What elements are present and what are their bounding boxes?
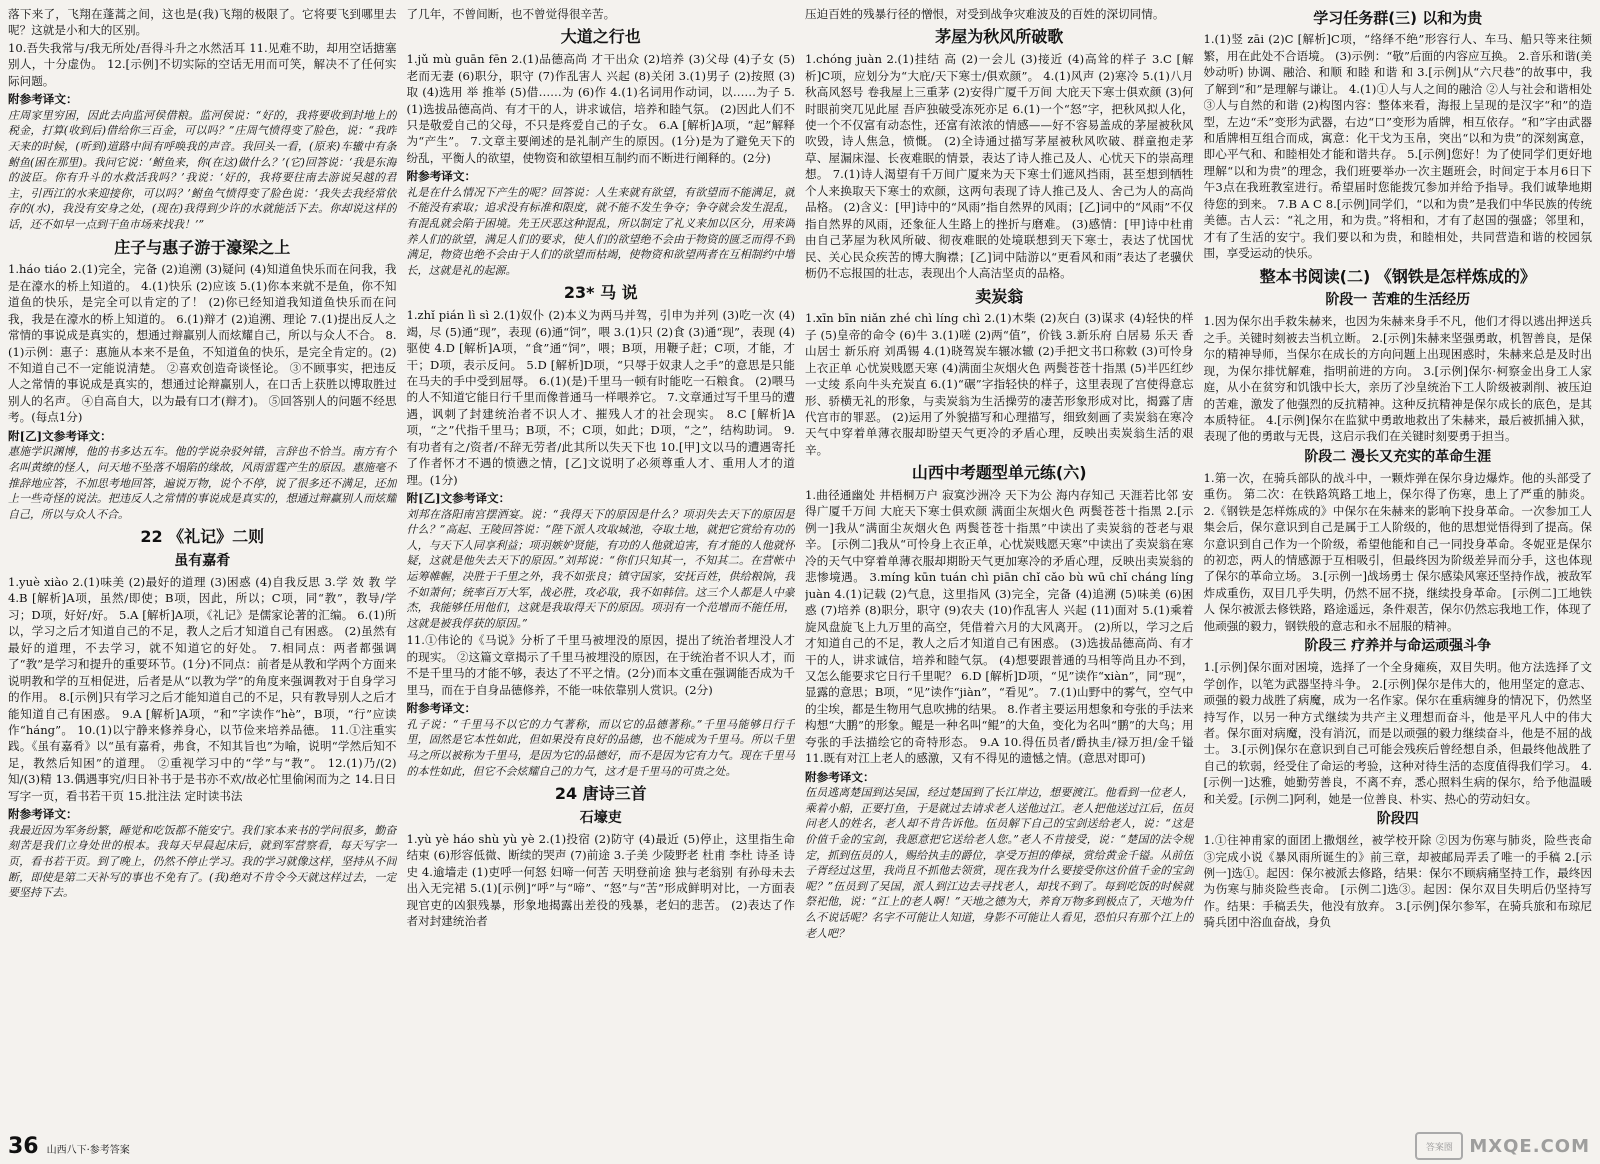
- answer-paragraph: 1.xīn bīn niǎn zhé chì líng chì 2.(1)木柴 (2)灰白 (3)谋求 (4)轻快的样子 (5)皇帝的命令 (6)牛 3.(1)嗟 (2)两“值”，价钱 3.新乐府 白居易 乐天 香山居士 新乐府 刘禹锡 4.(1)晓驾炭车辗冰辙 (2)手把文书口称敕 (3)可怜身上衣正单 心忧炭贱愿天寒 (4)满面尘灰烟火色 两鬓苍苍十指黑 (5)半匹红纱一丈绫 系向牛头充炭直 6.(1)“碾”字指轻快的样子，这里表现了宫使得意忘形、骄横无礼的形象，与卖炭翁为生活操劳的凄苦形象形成对比，揭露了唐代宫市的罪恶。 (2)运用了外貌描写和心理描写，细致刻画了卖炭翁在寒冷天气中穿着单薄衣服却盼望天气更冷的矛盾心理，反映出卖炭翁生活的艰辛。: [805, 311, 1194, 457]
- section-title: 庄子与惠子游于濠梁之上: [114, 237, 291, 257]
- reference-translation: 礼是在什么情况下产生的呢？回答说：人生来就有欲望，有欲望而不能满足，就不能没有索取；追求没有标准和限度，就不能不发生争夺；争夺就会发生混乱，有混乱就会陷于困境。先王厌恶这种混乱，所以制定了礼义来加以区分，用来调养人们的欲望，满足人们的要求，使人们的欲望绝不会由于物资的匮乏而得不到满足，物资也绝不会由于人们的欲望而枯竭，使物资和欲望两者在互相制约中增长，这就是礼的起源。: [406, 185, 795, 277]
- column-3: [805, 6, 1194, 1134]
- column-1: [8, 6, 397, 1134]
- reference-translation: 刘邦在洛阳南宫摆酒宴。说：“我得天下的原因是什么？项羽失去天下的原因是什么？”高起、王陵回答说：“陛下派人攻取城池，夺取土地，就把它赏给有功的人，与天下人同享利益；项羽嫉妒贤能，有功的人他就迫害，有才能的人他就怀疑，这就是他失去天下的原因。”刘邦说：“你们只知其一，不知其二。在营帐中运筹帷幄，决胜于千里之外，我不如张良；镇守国家，安抚百姓，供给粮饷，我不如萧何；统率百万大军，战必胜，攻必取，我不如韩信。这三个人都是人中豪杰，我能够任用他们，这就是我取得天下的原因。项羽有一个范增而不能任用，这就是被我俘获的原因。”: [406, 507, 795, 630]
- section-title: 山西中考题型单元练(六): [911, 463, 1087, 483]
- answer-paragraph: 1.chóng juàn 2.(1)挂结 高 (2)一会儿 (3)接近 (4)高耸的样子 3.C [解析]C项，应划分为“大庇/天下寒士/俱欢颜”。 4.(1)风声 (2)寒冷 5.(1)八月秋高风怒号 卷我屋上三重茅 (2)安得广厦千万间 大庇天下寒士俱欢颜 (3)何时眼前突兀见此屋 吾庐独破受冻死亦足 6.(1)一个“怒”字，把秋风拟人化，使一个不仅富有动态性，还富有浓浓的情感——好不容易盖成的茅屋被秋风吹毁，诗人焦急，愤慨。 (2)全诗通过描写茅屋被秋风吹破、群童抱走茅草、屋漏床湿、长夜难眠的情景，表达了诗人推己及人、心忧天下的崇高理想。 7.(1)诗人渴望有千万间广厦来为天下寒士们遮风挡雨，甚至想到牺牲个人来换取天下寒士的欢颜，这两句表现了诗人推己及人、舍己为人的高尚品格。 (2)含义：[甲]诗中的“风雨”指自然界的风雨；[乙]词中的“风雨”不仅指自然界的风雨，还象征人生路上的挫折与磨难。 (3)感情：[甲]诗中杜甫由自己茅屋为秋风所破、彻夜难眠的处境联想到天下寒士，表达了忧国忧民、关心民众疾苦的博大胸襟；[乙]词中陆游以“更看风和雨”表达了老骥伏枥仍不忘报国的壮志，表现出个人高洁坚贞的品格。: [805, 52, 1194, 281]
- section-subtitle: 阶段四: [1376, 811, 1419, 828]
- section-title: 24 唐诗三首: [554, 784, 647, 804]
- answer-paragraph: 压迫百姓的残暴行径的憎恨，对受到战争灾难波及的百姓的深切同情。: [805, 7, 1165, 21]
- section-title: 23* 马 说: [563, 283, 638, 303]
- answer-paragraph: 11.①伟论的《马说》分析了千里马被埋没的原因，提出了统治者埋没人才的现实。 ②这篇文章揭示了千里马被埋没的原因，在于统治者不识人才，而不是千里马的才能不够，表达了不平之情。(2分)而本文重在强调能否成为千里马，而在于自身品德修养，不能一味依靠别人赏识。(2分): [406, 633, 795, 697]
- page-footer: [8, 1136, 130, 1158]
- answer-paragraph: 1.yuè xiào 2.(1)味美 (2)最好的道理 (3)困惑 (4)自我反思 3.学 效 教 学 4.B [解析]A项，虽然/即使；B项，因此，所以；C项，同“教”，教导/学习；D项，好好/好。 5.A [解析]A项，《礼记》是儒家论著的汇编。 6.(1)所以，学习之后才知道自己的不足，教人之后才知道自己有困惑。 (2)虽然有最好的道理，不去学习，就不知道它的好处。 7.相同点：两者都强调了“教”是学习和提升的重要环节。(1分)不同点：前者是从教和学两个方面来说明教和学的互相促进，后者是从“以教为学”的角度来强调教对于自身学习的作用。 8.[示例]只有学习之后才能知道自己的不足，只有教导别人之后才能知道自己有困惑。 9.A [解析]A项，“和”字读作“hè”，B项，“行”应读作“háng”。 10.(1)以宁静来修养身心，以节俭来培养品德。 11.①注重实践。《虽有嘉肴》以“虽有嘉肴，弗食，不知其旨也”为喻，说明“学然后知不足，教然后知困”的道理。 ②重视学习中的“学”与“教”。 12.(1)乃/(2)知/(3)精 13.偶遇事究/归日补书于是书亦不欢/故必忙里偷闲而为之 14.日日写字一页，看书若干页 15.批注法 定时读书法: [8, 574, 397, 803]
- answer-paragraph: 落下来了，飞翔在蓬蒿之间，这也是(我)飞翔的极限了。它将要飞到哪里去呢？这就是小和大的区别。: [8, 7, 397, 38]
- watermark: [1415, 1132, 1590, 1160]
- section-subtitle: 阶段三 疗养并与命运顽强斗争: [1304, 638, 1492, 655]
- answer-paragraph: 1.第一次，在骑兵部队的战斗中，一颗炸弹在保尔身边爆炸。他的头部受了重伤。 第二次：在铁路筑路工地上，保尔得了伤寒，患上了严重的肺炎。 2.《钢铁是怎样炼成的》中保尔在朱赫来的影响下投身革命。一次参加工人集会后，保尔意识到自己是属于工人阶级的，他的思想觉悟得到了提高。保尔意识到自己作为一个阶级，希望他能和自己一同投身革命。冬妮亚是保尔的初恋，两人的情感源于互相吸引，但最终因为阶级差异而分手，这也体现了保尔的革命立场。 3.[示例一]战场勇士 保尔感染风寒还坚持作战，被敌军炸成重伤，双目几乎失明，仍然不屈不挠，继续投身革命。 [示例二]工地铁人 保尔被派去修铁路，路途遥远，条件艰苦，保尔仍然忘我地工作，体现了他顽强的毅力，钢铁般的意志和永不屈服的精神。: [1203, 470, 1592, 633]
- task-group-title: 学习任务群(三) 以和为贵: [1313, 9, 1483, 27]
- section-subtitle: 石壕吏: [579, 809, 622, 826]
- answer-paragraph: 1.①往神甫家的面团上撒烟丝，被学校开除 ②因为伤寒与肺炎，险些丧命 ③完成小说《暴风雨所诞生的》前三章，却被邮局弄丢了唯一的手稿 2.[示例一]选①。起因：保尔被派去修路，结果：保尔不顾病痛坚持工作，最终因为伤寒与肺炎险些丧命。 [示例二]选③。起因：保尔双目失明后仍坚持写作。结果：手稿丢失，他没有放弃。 3.[示例]保尔参军，在骑兵旅和布琼尼骑兵团中浴血奋战，身负: [1203, 833, 1592, 930]
- answer-paragraph: 1.jǔ mù guān fēn 2.(1)品德高尚 才干出众 (2)培养 (3)父母 (4)子女 (5)老而无妻 (6)职分，职守 (7)作乱害人 兴起 (8)关闭 3.(1)男子 (2)按照 (3)取 (4)选用 举 推举 (5)借……为 (6)作 4.(1)名词用作动词，以……为子 5.(1)选拔品德高尚、有才干的人，讲求诚信，培养和睦气氛。 (2)因此人们不只是敬爱自己的父母，不只是疼爱自己的子女。 6.A [解析]A项，“起”解释为“产生”。 7.文章主要阐述的是礼制产生的原因。(1分)是为了避免天下的纷乱，平衡人的欲望，使物资和欲望相互制约而不断进行阐释的。(2分): [406, 52, 795, 165]
- reference-label: 附参考译文：: [8, 807, 78, 822]
- answer-paragraph: 1.háo tiáo 2.(1)完全，完备 (2)追溯 (3)疑问 (4)知道鱼快乐而在问我，我是在濠水的桥上知道的。 4.(1)快乐 (2)应该 5.(1)你本来就不是鱼，你不知道鱼的快乐，是完全可以肯定的了！ (2)你已经知道我知道鱼快乐而在问我，我是在濠水的桥上知道的。 6.(1)辩才 (2)追溯、理论 7.(1)提出反人之常情的事说成是真实的，想通过辩赢别人而炫耀自己，所以与众人不合。 8.(1)示例：惠子：惠施从本来不是鱼，不知道鱼的快乐，是完全肯定的。(2)不知道自己不一定能说清楚。 ②喜欢创造奇谈怪论。 ③不顾事实，把违反人之常情的事说成是真实的，想通过论辩赢别人，在口舌上获胜以博取胜过别人的名声。 ④自高自大，以为最有口才(辩才)。 ⑤回答别人的问题不经思考。(每点1分): [8, 262, 397, 425]
- watermark-badge: 答案圈: [1415, 1132, 1463, 1160]
- reference-translation: 孔子说：“千里马不以它的力气著称，而以它的品德著称。”千里马能够日行千里，固然是它本性如此，但如果没有良好的品德，也不能成为千里马。所以千里马之所以被称为千里马，是因为它的品德好，而不是因为它有力气。现在千里马的本性如此，但它不会炫耀自己的力气，这才是千里马的可贵之处。: [406, 717, 795, 778]
- section-title: 22 《礼记》二则: [140, 527, 265, 547]
- section-title: 卖炭翁: [975, 286, 1024, 306]
- section-title: 整本书阅读(二) 《钢铁是怎样炼成的》: [1259, 266, 1536, 286]
- reference-label: 附参考译文：: [8, 92, 78, 107]
- watermark-text: MXQE.COM: [1469, 1135, 1590, 1157]
- reference-translation: 惠施学识渊博，他的书多达五车。他的学说杂驳舛错，言辞也不恰当。南方有个名叫黄缭的怪人，问天地不坠落不塌陷的缘故，风雨雷霆产生的原因。惠施毫不推辞地应答，不加思考地回答，遍说万物，说个不停，说了很多还不满足，还加上一些奇怪的说法。把违反人之常情的事说成是真实的，想通过辩赢别人而炫耀自己，所以与众人不合。: [8, 445, 397, 521]
- section-title: 大道之行也: [560, 27, 641, 47]
- answer-paragraph: 1.yù yè háo shù yù yè 2.(1)投宿 (2)防守 (4)最近 (5)停止，这里指生命结束 (6)形容低微、断续的哭声 (7)前途 3.子美 少陵野老 杜甫 李杜 诗圣 诗史 4.逾墙走 (1)吏呼一何怒 妇啼一何苦 天明登前途 独与老翁别 有孙母未去 出入无完裙 5.(1)[示例]“呼”与“啼”、“怒”与“苦”形成鲜明对比，一方面表现官吏的凶狠残暴，形象地揭露出差役的残暴，老妇的悲苦。 (2)表达了作者对封建统治者: [406, 831, 795, 929]
- section-subtitle: 阶段二 漫长又充实的革命生涯: [1304, 448, 1492, 465]
- text-columns: [8, 6, 1592, 1134]
- page-number: 36: [8, 1134, 39, 1159]
- section-title: 茅屋为秋风所破歌: [935, 27, 1064, 47]
- reference-label: 附[乙]文参考译文：: [406, 491, 511, 506]
- answer-paragraph: 1.zhǐ pián lì sì 2.(1)奴仆 (2)本义为两马并驾，引申为并列 (3)吃一次 (4)竭，尽 (5)通“现”，表现 (6)通“饲”，喂 3.(1)只 (2)食 (3)通“现”，表现 (4)驱使 4.D [解析]A项，“食”通“饲”，喂；B项，用鞭子赶；C项，才能，才干；D项，表示反问。 5.D [解析]D项，“只辱于奴隶人之手”的意思是只能在马夫的手中受到屈辱。 6.(1)(是)千里马一顿有时能吃一石粮食。 (2)喂马的人不知道它能日行千里而像普通马一样喂养它。 7.文章通过写千里马的遭遇，讽刺了封建统治者不识人才、摧残人才的社会现实。 8.C [解析]A项，“之”代指千里马；B项，不；C项，如此；D项，“之”，结构助词。 9.有功者有之/资者/不辞无劳者/此其所以失天下也 10.[甲]文以马的遭遇寄托了作者怀才不遇的愤懑之情，[乙]文说明了必须尊重人才、重用人才的道理。(1分): [406, 308, 795, 487]
- answer-paragraph: 1.因为保尔出手救朱赫来，也因为朱赫来身手不凡，他们才得以逃出押送兵之手。关键时刻被去当机立断。 2.[示例]朱赫来坚强勇敢，机智善良，是保尔的精神导师，当保尔在成长的方向问题上出现困惑时，朱赫来总是及时出现，为保尔排忧解难，指明前进的方向。 3.[示例]保尔·柯察金出身工人家庭，从小在贫穷和饥饿中长大，亲历了沙皇统治下工人阶级被剥削、被压迫的苦难，激发了他强烈的反抗精神。这种反抗精神是保尔成长的底色，是其本质特征。 4.[示例]保尔在监狱中勇敢地救出了朱赫来，最后被抓捕入狱，表现了他的勇敢与无畏，这启示我们在关键时刻要勇于担当。: [1203, 314, 1592, 444]
- section-subtitle: 虽有嘉肴: [174, 553, 231, 570]
- column-2: [407, 6, 796, 1134]
- answer-paragraph: 1.曲径通幽处 井梧桐万户 寂寞沙洲冷 天下为公 海内存知己 天涯若比邻 安得广厦千万间 大庇天下寒士俱欢颜 满面尘灰烟火色 两鬓苍苍十指黑 2.[示例一]我从“满面尘灰烟火色 两鬓苍苍十指黑”中读出了卖炭翁的苍老与艰辛。 [示例二]我从“可怜身上衣正单，心忧炭贱愿天寒”中读出了卖炭翁在寒冷的天气中穿着单薄衣服却期盼天气更加寒冷的矛盾心理，反映出卖炭翁的悲惨境遇。 3.míng kūn tuán chì piān chǐ cǎo bù wū chǐ cháng líng juàn 4.(1)记载 (2)气息，这里指风 (3)完全，完备 (4)追溯 (5)味美 (6)困惑 (7)培养 (8)职分，职守 (9)农夫 (10)作乱害人 兴起 (11)面对 5.(1)乘着旋风盘旋飞上九万里的高空，凭借着六月的大风离开。 (2)所以，学习之后才知道自己的不足，教人之后才知道自己有困惑。 (3)选拔品德高尚、有才干的人，讲求诚信，培养和睦气氛。 (4)想要跟普通的马相等尚且办不到，又怎么能要求它日行千里呢？ 6.D [解析]D项，“见”读作“xiàn”，同“现”，显露的意思；B项，“见”读作“jiàn”，“看见”。 7.(1)山野中的雾气，空气中的尘埃，都是生物用气息吹拂的结果。 8.作者主要运用想象和夸张的手法来构想“大鹏”的形象。鲲是一种名叫“鲲”的大鱼，变化为名叫“鹏”的大鸟；用夸张的手法描绘它的奇特形态。 9.A 10.得伍员者/爵执圭/禄万担/金千镒 11.既有对江上老人的感激，又有不得见的遗憾之情。(意思对即可): [805, 488, 1194, 766]
- reference-label: 附[乙]文参考译文：: [8, 428, 112, 443]
- answer-paragraph: 10.吾失我常与/我无所处/吾得斗升之水然活耳 11.见难不助，却用空话搪塞别人，十分虚伪。 12.[示例]不切实际的空话无用而可笑，解决不了任何实际问题。: [8, 40, 397, 88]
- reference-translation: 我最近因为军务纷繁，睡觉和吃饭都不能安宁。我们家本来书的学问很多，勤奋刻苦是我们立身处世的根本。我每天早晨起床后，就到军营察看，每天写字一页，看书若干页。到了晚上，仍然不停止学习。我的学习就像这样，坚持从不间断，即使是第二天补写的事也不免有了。(我)绝对不肯令今天就这样过去，一定要坚持下去。: [8, 823, 397, 900]
- answer-paragraph: 了几年，不曾间断，也不曾觉得很辛苦。: [406, 7, 616, 21]
- answer-paragraph: 1.[示例]保尔面对困境，选择了一个全身瘫痪，双目失明。他方法选择了文学创作，以笔为武器坚持斗争。 2.[示例]保尔是伟大的，他用坚定的意志、顽强的毅力战胜了病魔，成为一名作家。保尔在重病缠身的情况下，仍然坚持写作，以另一种方式继续为共产主义理想而奋斗，他是平凡人中的伟大者。保尔面对病魔，没有消沉，而是以顽强的毅力继续奋斗，他是不屈的战士。 3.[示例]保尔在意识到自己可能会残疾后曾经想自杀，但最终他战胜了自己的软弱，经受住了命运的考验，这种对待生活的态度值得我们学习。 4.[示例一]达雅，她勤劳善良，不离不弃，悉心照料生病的保尔，给予他温暖和关爱。[示例二]阿利，她是一位善良、朴实、热心的劳动妇女。: [1203, 660, 1592, 806]
- reference-label: 附参考译文：: [805, 769, 875, 784]
- reference-translation: 伍员逃离楚国到达吴国，经过楚国到了长江岸边，想要渡江。他看到一位老人，乘着小船，正要打鱼，于是就过去请求老人送他过江。老人把他送过江后，伍员问老人的姓名，老人却不肯告诉他。伍员解下自己的宝剑送给老人，说：“这是价值千金的宝剑，我愿意把它送给老人您。”老人不肯接受，说：“楚国的法令规定，抓到伍员的人，赐给执圭的爵位，享受万担的俸禄，赏给黄金千镒。从前伍子胥经过这里，我尚且不抓他去领赏，现在我为什么要接受你这价值千金的宝剑呢？”伍员到了吴国，派人到江边去寻找老人，却找不到了。每到吃饭的时候就祭祀他，说：“江上的老人啊！”天地之德为大，养育万物多到极点了，天地为什么不说话呢？名字不可能让人知道，身影不可能让人看见，恐怕只有那个江上的老人吧？: [805, 786, 1194, 940]
- reference-translation: 庄周家里穷困，因此去向监河侯借粮。监河侯说：“好的，我将要收到封地上的税金，打算(收到后)借给你三百金，可以吗？”庄周气愤得变了脸色，说：“我昨天来的时候，(听到)道路中间有呼唤我的声音。我回头一看，(原来)车辙中有条鲋鱼(困在那里)。我问它说：‘鲋鱼来，你(在这)做什么？’(它)回答说：‘我是东海的波臣。你有升斗的水救活我吗？’我说：‘好的，我将要往南去游说吴越的君主，引西江的水来迎接你，可以吗？’鲋鱼气愤得变了脸色说：‘我失去我经常依存的(水)，我没有安身之处，(现在)我得到少许的水就能活下去。你却说这样的话，还不如早一点到干鱼市场来找我！’”: [8, 108, 397, 231]
- footer-label: 山西八下·参考答案: [46, 1145, 130, 1156]
- reference-label: 附参考译文：: [406, 169, 477, 184]
- section-subtitle: 阶段一 苦难的生活经历: [1325, 292, 1471, 309]
- column-4: [1204, 6, 1593, 1134]
- reference-label: 附参考译文：: [406, 701, 477, 716]
- answer-paragraph: 1.(1)竖 zāi (2)C [解析]C项，“络绎不绝”形容行人、车马、船只等来往频繁，用在此处不合语境。 (3)示例：“敬”后面的内容应互换。 2.音乐和谐(美妙动听) 协调、融洽、和顺 和睦 和谐 和 3.[示例]从“六尺巷”的故事中，我了解到“和”是理解与谦让。 4.(1)①人与人之间的融洽 ②人与社会和谐相处 ③人与自然的和谐 (2)构图内容：整体来看，海报上呈现的是汉字“和”的造型，左边“禾”变形为武器，右边“口”变形为盾牌，相互依存。“和”字由武器和盾牌相互组合而成，寓意：化干戈为玉帛，突出“以和为贵”的深刻寓意，即心平气和、和睦相处才能和谐共存。 5.[示例]您好！为了使同学们更好地理解“以和为贵”的理念，我们班要举办一次主题班会，时间定于本月6日下午3点在我班教室进行。希望届时您能拨冗参加并给予指导。我们诚挚地期待您的到来。 7.B A C 8.[示例]同学们，“以和为贵”是我们中华民族的传统美德。古人云：“礼之用，和为贵。”将相和，才有了赵国的强盛；邻里和，才有了生活的安宁。我们要以和为贵，和睦相处，共同营造和谐的校园氛围，享受运动的快乐。: [1203, 32, 1592, 261]
